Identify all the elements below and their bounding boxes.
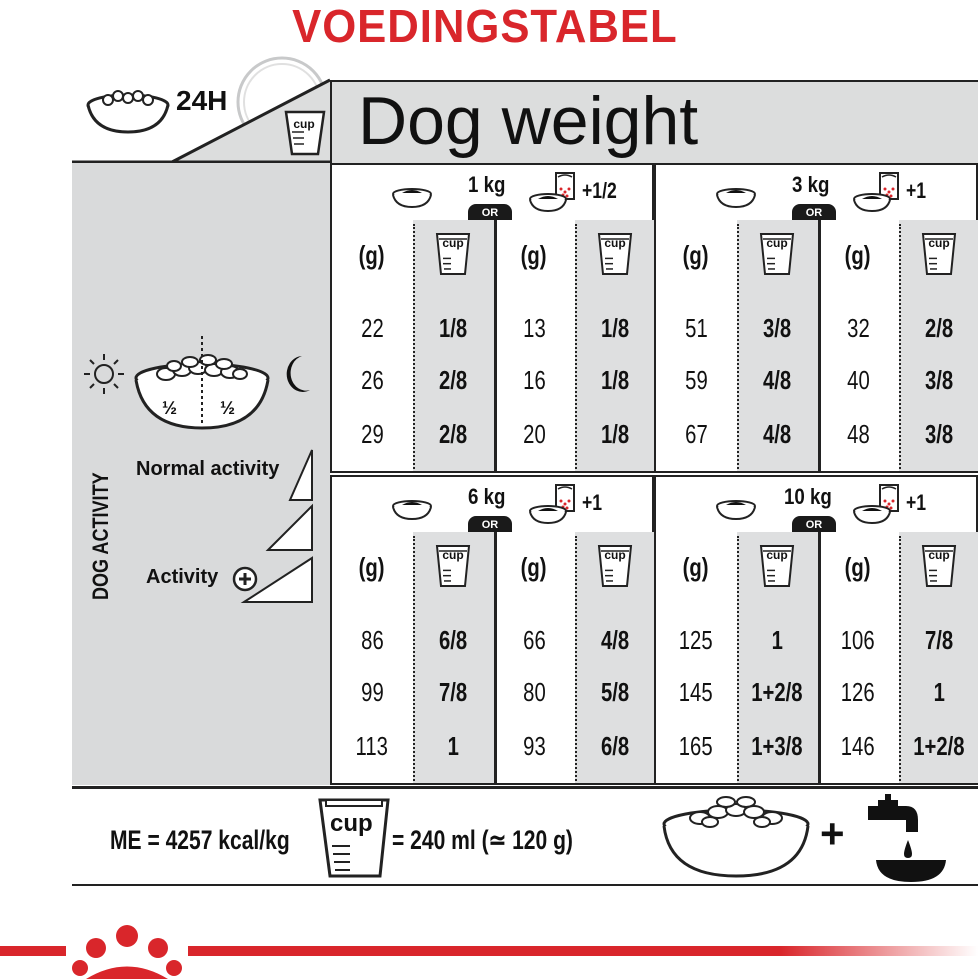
grams-amount-cell bbox=[494, 625, 574, 655]
grams-amount-text: 29 bbox=[360, 419, 384, 449]
dog-activity-label: DOG ACTIVITY bbox=[88, 472, 113, 600]
grams-amount-text: 165 bbox=[679, 731, 713, 761]
cup-column-label: cup bbox=[442, 548, 464, 562]
tap-water-icon bbox=[868, 794, 946, 882]
cup-amount-cell bbox=[413, 365, 493, 395]
grams-column-header bbox=[656, 240, 736, 270]
grams-amount-text: 22 bbox=[360, 313, 384, 343]
grams-amount-cell bbox=[494, 365, 574, 395]
crown-logo-icon bbox=[72, 925, 182, 979]
grams-amount-cell bbox=[494, 313, 574, 343]
cup-amount-cell bbox=[575, 677, 655, 707]
grams-amount-cell bbox=[332, 313, 412, 343]
grams-amount-text: 145 bbox=[679, 677, 713, 707]
grams-amount-cell bbox=[818, 625, 898, 655]
wet-portion-text: +1 bbox=[582, 490, 603, 515]
grams-amount-cell bbox=[656, 313, 736, 343]
grams-header-text: (g) bbox=[845, 552, 871, 582]
grams-amount-cell bbox=[332, 731, 412, 761]
weight-block bbox=[654, 475, 978, 785]
grams-amount-cell bbox=[656, 677, 736, 707]
cup-column-label: cup bbox=[604, 236, 626, 250]
cup-amount-cell bbox=[575, 731, 655, 761]
grams-column-header bbox=[494, 552, 574, 582]
weight-block bbox=[330, 475, 654, 785]
cup-amount-text: 1+3/8 bbox=[751, 731, 803, 761]
wet-food-pouch-icon bbox=[528, 171, 580, 213]
cup-amount-cell bbox=[899, 731, 978, 761]
dry-food-bowl-icon bbox=[390, 185, 434, 209]
cup-amount-cell bbox=[413, 313, 493, 343]
wet-food-pouch-icon bbox=[852, 483, 904, 525]
cup-amount-text: 1/8 bbox=[438, 313, 468, 343]
grams-amount-cell bbox=[332, 365, 412, 395]
cup-amount-cell bbox=[899, 365, 978, 395]
cup-column-label: cup bbox=[766, 236, 788, 250]
grams-amount-text: 40 bbox=[846, 365, 870, 395]
cup-amount-cell bbox=[413, 419, 493, 449]
grams-amount-text: 93 bbox=[522, 731, 546, 761]
cup-amount-cell bbox=[737, 731, 817, 761]
wet-food-pouch-icon bbox=[852, 171, 904, 213]
grams-amount-cell bbox=[332, 419, 412, 449]
half-bowl-icon bbox=[136, 336, 268, 428]
grams-amount-text: 51 bbox=[684, 313, 708, 343]
cup-amount-text: 1 bbox=[933, 677, 945, 707]
grams-amount-cell bbox=[656, 419, 736, 449]
weight-body bbox=[330, 532, 654, 785]
grams-amount-cell bbox=[818, 365, 898, 395]
grams-amount-text: 80 bbox=[522, 677, 546, 707]
wet-portion-label bbox=[582, 491, 607, 515]
weight-text: 3 kg bbox=[792, 172, 830, 197]
grams-amount-text: 125 bbox=[679, 625, 713, 655]
grams-header-text: (g) bbox=[359, 240, 385, 270]
cup-amount-text: 1 bbox=[771, 625, 783, 655]
grams-amount-text: 106 bbox=[841, 625, 875, 655]
bowl-icon bbox=[88, 91, 168, 132]
cup-amount-cell bbox=[575, 313, 655, 343]
grams-column-header bbox=[332, 240, 412, 270]
cup-amount-text: 1 bbox=[447, 731, 459, 761]
grams-column-header bbox=[818, 240, 898, 270]
wet-portion-label bbox=[906, 491, 931, 515]
cup-amount-text: 3/8 bbox=[924, 419, 954, 449]
cup-column-label: cup bbox=[442, 236, 464, 250]
energy-value: ME = 4257 kcal/kg bbox=[110, 825, 290, 855]
wet-portion-text: +1/2 bbox=[582, 178, 617, 203]
cup-amount-cell bbox=[899, 625, 978, 655]
grams-column-header bbox=[818, 552, 898, 582]
cup-column-label: cup bbox=[766, 548, 788, 562]
grams-amount-text: 86 bbox=[360, 625, 384, 655]
weight-label bbox=[468, 485, 512, 509]
cup-amount-cell bbox=[575, 365, 655, 395]
weight-body bbox=[330, 220, 654, 473]
grams-header-text: (g) bbox=[521, 240, 547, 270]
grams-amount-cell bbox=[818, 731, 898, 761]
wet-portion-text: +1 bbox=[906, 490, 927, 515]
cup-column-label: cup bbox=[928, 236, 950, 250]
food-bowl-icon bbox=[664, 797, 808, 876]
cup-amount-text: 4/8 bbox=[600, 625, 630, 655]
cup-amount-cell bbox=[737, 365, 817, 395]
cup-amount-text: 3/8 bbox=[762, 313, 792, 343]
grams-amount-text: 26 bbox=[360, 365, 384, 395]
grams-amount-text: 32 bbox=[846, 313, 870, 343]
cup-amount-text: 4/8 bbox=[762, 365, 792, 395]
cup-amount-text: 1+2/8 bbox=[751, 677, 803, 707]
cup-amount-text: 5/8 bbox=[600, 677, 630, 707]
footer-cup-icon bbox=[316, 796, 392, 880]
cup-amount-text: 4/8 bbox=[762, 419, 792, 449]
page-title: VOEDINGSTABEL bbox=[292, 0, 678, 52]
cup-amount-cell bbox=[413, 625, 493, 655]
weight-label bbox=[784, 485, 840, 509]
grams-amount-cell bbox=[332, 625, 412, 655]
grams-header-text: (g) bbox=[683, 552, 709, 582]
brand-footer bbox=[0, 920, 978, 979]
grams-amount-cell bbox=[656, 731, 736, 761]
weight-label bbox=[792, 173, 836, 197]
grams-amount-cell bbox=[656, 625, 736, 655]
grams-column-header bbox=[656, 552, 736, 582]
footer-plus: + bbox=[820, 810, 845, 857]
footer-cup-word: cup bbox=[330, 810, 373, 837]
grams-column-header bbox=[494, 240, 574, 270]
grams-amount-cell bbox=[656, 365, 736, 395]
grams-amount-cell bbox=[332, 677, 412, 707]
cup-amount-text: 2/8 bbox=[438, 365, 468, 395]
dry-food-bowl-icon bbox=[714, 185, 758, 209]
cup-amount-cell bbox=[737, 677, 817, 707]
grams-amount-text: 16 bbox=[522, 365, 546, 395]
or-badge: OR bbox=[468, 204, 512, 221]
cup-equivalence: = 240 ml (≃ 120 g) bbox=[392, 825, 573, 855]
weight-text: 1 kg bbox=[468, 172, 506, 197]
grams-amount-cell bbox=[818, 677, 898, 707]
cup-column-label: cup bbox=[604, 548, 626, 562]
cup-amount-text: 2/8 bbox=[924, 313, 954, 343]
header-cup-label: cup bbox=[293, 117, 315, 131]
wet-portion-text: +1 bbox=[906, 178, 927, 203]
grams-amount-text: 59 bbox=[684, 365, 708, 395]
grams-amount-cell bbox=[494, 419, 574, 449]
grams-amount-text: 48 bbox=[846, 419, 870, 449]
grams-amount-text: 20 bbox=[522, 419, 546, 449]
grams-amount-cell bbox=[818, 419, 898, 449]
weight-body bbox=[654, 532, 978, 785]
cup-amount-text: 3/8 bbox=[924, 365, 954, 395]
weight-text: 6 kg bbox=[468, 484, 506, 509]
grams-column-header bbox=[332, 552, 412, 582]
grams-header-text: (g) bbox=[845, 240, 871, 270]
cup-amount-cell bbox=[737, 419, 817, 449]
weight-block bbox=[330, 163, 654, 473]
cup-amount-cell bbox=[899, 677, 978, 707]
grams-header-text: (g) bbox=[521, 552, 547, 582]
cup-amount-text: 7/8 bbox=[438, 677, 468, 707]
or-badge: OR bbox=[792, 516, 836, 533]
footer-top-rule bbox=[72, 786, 978, 789]
grams-header-text: (g) bbox=[683, 240, 709, 270]
dry-food-bowl-icon bbox=[390, 497, 434, 521]
grams-amount-text: 146 bbox=[841, 731, 875, 761]
normal-activity-label: Normal activity bbox=[136, 458, 280, 480]
dog-weight-title: Dog weight bbox=[358, 83, 699, 159]
cup-amount-cell bbox=[575, 419, 655, 449]
weight-body bbox=[654, 220, 978, 473]
weight-block bbox=[654, 163, 978, 473]
cup-amount-cell bbox=[737, 313, 817, 343]
plus-circle-icon bbox=[234, 568, 256, 590]
cup-amount-cell bbox=[413, 731, 493, 761]
cup-amount-text: 7/8 bbox=[924, 625, 954, 655]
cup-amount-cell bbox=[737, 625, 817, 655]
cup-amount-text: 6/8 bbox=[438, 625, 468, 655]
grams-amount-cell bbox=[818, 313, 898, 343]
cup-amount-text: 1+2/8 bbox=[913, 731, 965, 761]
wet-food-pouch-icon bbox=[528, 483, 580, 525]
cup-amount-text: 1/8 bbox=[600, 365, 630, 395]
cup-amount-cell bbox=[575, 625, 655, 655]
grams-amount-text: 113 bbox=[355, 731, 389, 761]
or-badge: OR bbox=[792, 204, 836, 221]
wet-portion-label bbox=[906, 179, 931, 203]
weight-text: 10 kg bbox=[784, 484, 832, 509]
wet-portion-label bbox=[582, 179, 625, 203]
cup-amount-text: 1/8 bbox=[600, 313, 630, 343]
cup-column-label: cup bbox=[928, 548, 950, 562]
cup-amount-text: 6/8 bbox=[600, 731, 630, 761]
cup-amount-cell bbox=[899, 419, 978, 449]
footer-bowl-water bbox=[656, 790, 962, 886]
timer-label: 24H bbox=[176, 85, 228, 116]
grams-amount-text: 13 bbox=[522, 313, 546, 343]
cup-amount-cell bbox=[413, 677, 493, 707]
cup-amount-cell bbox=[899, 313, 978, 343]
dry-food-bowl-icon bbox=[714, 497, 758, 521]
grams-amount-text: 99 bbox=[360, 677, 384, 707]
weight-label bbox=[468, 173, 512, 197]
or-badge: OR bbox=[468, 516, 512, 533]
cup-amount-text: 1/8 bbox=[600, 419, 630, 449]
grams-amount-text: 67 bbox=[684, 419, 708, 449]
grams-amount-text: 66 bbox=[522, 625, 546, 655]
moon-icon bbox=[287, 356, 310, 392]
cup-amount-text: 2/8 bbox=[438, 419, 468, 449]
high-activity-label: Activity bbox=[146, 566, 219, 588]
grams-amount-cell bbox=[494, 677, 574, 707]
grams-amount-cell bbox=[494, 731, 574, 761]
grams-header-text: (g) bbox=[359, 552, 385, 582]
half-right-label: ½ bbox=[220, 398, 236, 418]
half-left-label: ½ bbox=[162, 398, 178, 418]
grams-amount-text: 126 bbox=[841, 677, 875, 707]
sun-icon bbox=[84, 354, 124, 394]
